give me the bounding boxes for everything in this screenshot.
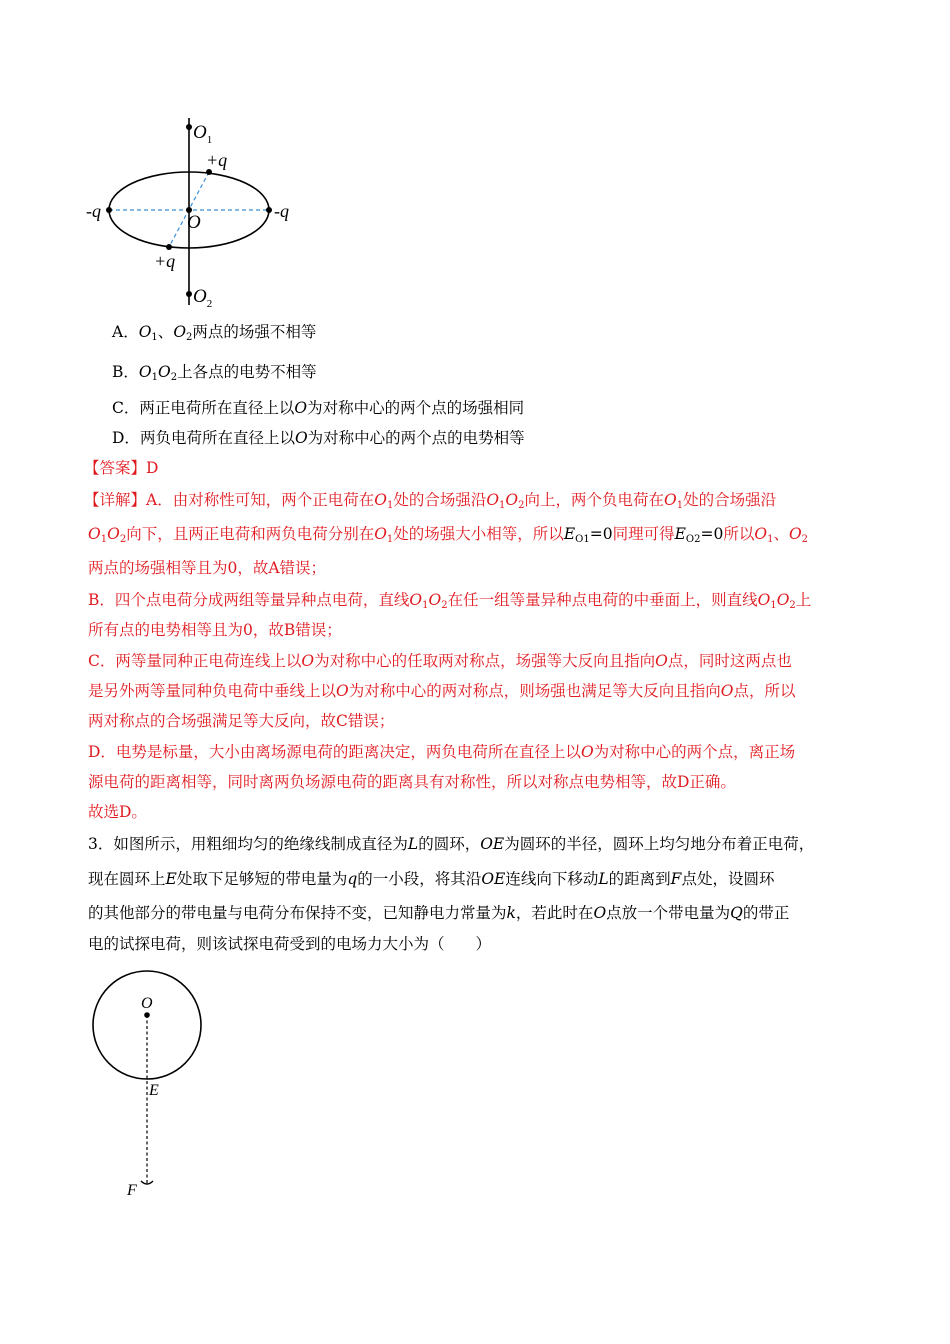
label-o2: $O_2$: [193, 286, 213, 310]
figure-ring-ef: [85, 965, 225, 1205]
question3-line4: 电的试探电荷，则该试探电荷受到的电场力大小为（ ）: [88, 935, 492, 953]
figure-charge-ring: [80, 110, 310, 315]
detail-conclusion: 故选D。: [88, 803, 147, 821]
question3-line3: 的其他部分的带电量与电荷分布保持不变，已知静电力常量为k，若此时在O点放一个带电量为Q的带正: [88, 904, 790, 922]
detail-a-line2: $O_1O_2$向下，且两正电荷和两负电荷分别在$O_1$处的场强大小相等，所以$E_{O1}=0$同理可得$E_{O2}=0$所以$O_1$、$O_2$: [88, 525, 809, 545]
detail-a-line3: 两点的场强相等且为0，故A错误；: [88, 559, 327, 577]
label-minus-left: -q: [86, 201, 101, 221]
detail-b-line2: 所有点的电势相等且为0，故B错误；: [88, 621, 342, 639]
charge-minus-left: [106, 207, 112, 213]
detail-c-line1: C．两等量同种正电荷连线上以O为对称中心的任取两对称点，场强等大反向且指向O点，同时这两点也: [88, 652, 792, 670]
label-minus-right: -q: [274, 201, 289, 221]
answer-label: 【答案】: [84, 459, 147, 477]
detail-c-line2: 是另外两等量同种负电荷中垂线上以O为对称中心的两对称点，则场强也满足等大反向且指向O点，所以: [88, 682, 796, 700]
label-ring-f: F: [127, 1182, 137, 1199]
point-o-ring: [144, 1012, 150, 1018]
question3-number: 3．: [88, 835, 114, 853]
label-o: O: [187, 212, 201, 233]
point-o1: [186, 124, 192, 130]
detail-d-line2: 源电荷的距离相等，同时离两负场源电荷的距离具有对称性，所以对称点电势相等，故D正确。: [88, 773, 736, 791]
label-ring-o: O: [141, 995, 153, 1012]
label-plus-bottom: +q: [154, 251, 176, 271]
label-ring-e: E: [149, 1082, 159, 1099]
answer-line: [84, 458, 158, 478]
option-b: B．$O_1O_2$上各点的电势不相等: [112, 363, 317, 383]
label-o1: $O_1$: [193, 122, 213, 146]
ring-circle: [93, 971, 201, 1079]
charge-plus-bottom: [166, 244, 172, 250]
point-o2: [186, 291, 192, 297]
charge-minus-right: [266, 207, 272, 213]
option-c: C．两正电荷所在直径上以O为对称中心的两个点的场强相同: [112, 399, 525, 417]
detail-label: 【详解】: [84, 491, 147, 509]
question3-line1: 3．如图所示，用粗细均匀的绝缘线制成直径为L的圆环，OE为圆环的半径，圆环上均匀地分布着正电荷，: [88, 835, 815, 853]
detail-a-line1: 【详解】A．由对称性可知，两个正电荷在$O_1$处的合场强沿$O_1O_2$向上，两个负电荷在$O_1$处的合场强沿: [84, 491, 777, 511]
option-a: A．$O_1$、$O_2$两点的场强不相等: [112, 323, 317, 343]
detail-d-line1: D．电势是标量，大小由离场源电荷的距离决定，两负电荷所在直径上以O为对称中心的两个点，离正场: [88, 743, 796, 761]
detail-c-line3: 两对称点的合场强满足等大反向，故C错误；: [88, 712, 395, 730]
label-plus-top: +q: [206, 150, 228, 170]
question3-line2: 现在圆环上E处取下足够短的带电量为q的一小段，将其沿OE连线向下移动L的距离到F点处，设圆环: [88, 870, 775, 888]
option-d: D．两负电荷所在直径上以O为对称中心的两个点的电势相等: [112, 429, 525, 447]
detail-b-line1: B．四个点电荷分成两组等量异种点电荷，直线$O_1O_2$在任一组等量异种点电荷的中垂面上，则直线$O_1O_2$上: [88, 591, 812, 611]
answer-value: D: [146, 459, 159, 477]
